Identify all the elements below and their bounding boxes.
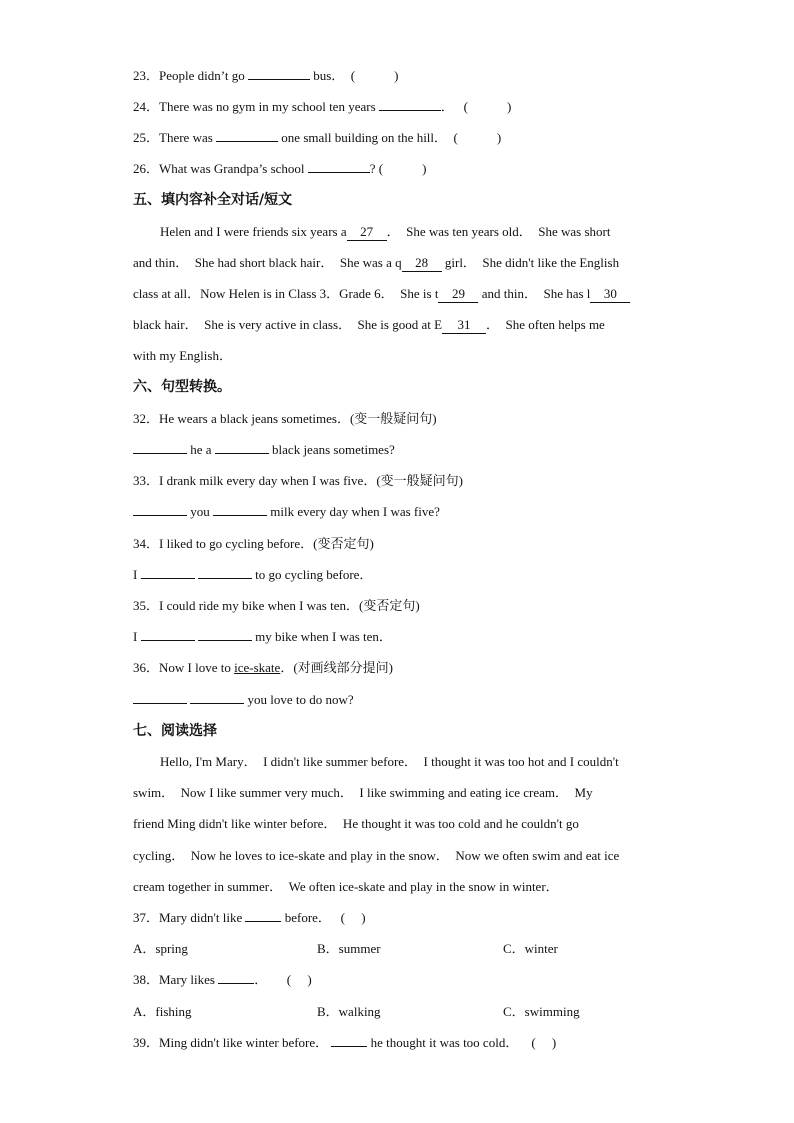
answer-blank[interactable] — [216, 127, 278, 142]
section-6-heading: 六、句型转换。 — [133, 379, 231, 395]
passage-5-line-2: and thin． She had short black hair． She was a q 28 girl． She didn't like the English — [133, 255, 620, 270]
blank-30[interactable]: 30 — [590, 286, 630, 303]
question-34: 34．I liked to go cycling before．(变否定句) — [133, 536, 374, 551]
answer-paren[interactable]: ( ) — [378, 161, 427, 176]
answer-blank[interactable] — [213, 501, 267, 516]
section-5-heading: 五、填内容补全对话/短文 — [133, 192, 293, 208]
answer-blank[interactable] — [215, 439, 269, 454]
answer-blank[interactable] — [133, 439, 187, 454]
question-26: 26．What was Grandpa’s school ? ( ) — [133, 158, 674, 180]
option-b[interactable]: B．walking — [317, 1004, 381, 1019]
answer-blank[interactable] — [331, 1032, 367, 1047]
blank-27[interactable]: 27 — [347, 224, 387, 241]
question-38-options — [133, 1001, 674, 1023]
question-37: 37．Mary didn't like before． ( ) — [133, 907, 674, 929]
option-a[interactable]: A．spring — [133, 941, 188, 956]
answer-paren[interactable]: ( ) — [350, 68, 399, 83]
answer-paren[interactable]: ( ) — [463, 99, 512, 114]
passage-5-line-5: with my English． — [133, 348, 232, 363]
blank-29[interactable]: 29 — [438, 286, 478, 303]
blank-28[interactable]: 28 — [402, 255, 442, 272]
question-33-answer: you milk every day when I was five? — [133, 501, 674, 523]
option-c[interactable]: C．winter — [503, 941, 558, 956]
question-35-answer: I my bike when I was ten． — [133, 626, 674, 648]
answer-blank[interactable] — [141, 564, 195, 579]
question-25: 25．There was one small building on the hill． ( ) — [133, 127, 674, 149]
answer-paren[interactable]: ( ) — [531, 1035, 557, 1050]
question-38: 38．Mary likes ． ( ) — [133, 969, 674, 991]
question-number: 23． — [133, 68, 160, 83]
answer-blank[interactable] — [308, 158, 370, 173]
blank-31[interactable]: 31 — [442, 317, 486, 334]
answer-blank[interactable] — [248, 65, 310, 80]
question-36: 36．Now I love to ice-skate．(对画线部分提问) — [133, 660, 393, 675]
answer-paren[interactable]: ( ) — [286, 972, 312, 987]
answer-blank[interactable] — [198, 626, 252, 641]
option-b[interactable]: B．summer — [317, 941, 381, 956]
question-35: 35．I could ride my bike when I was ten．(变否定句) — [133, 598, 420, 613]
answer-blank[interactable] — [141, 626, 195, 641]
passage-7-line-3: friend Ming didn't like winter before． He thought it was too cold and he couldn't go — [133, 816, 579, 831]
option-a[interactable]: A．fishing — [133, 1004, 192, 1019]
answer-blank[interactable] — [190, 689, 244, 704]
question-33: 33．I drank milk every day when I was five．(变一般疑问句) — [133, 473, 463, 488]
question-24: 24．There was no gym in my school ten years ． ( ) — [133, 96, 674, 118]
passage-7-line-4: cycling． Now he loves to ice-skate and play in the snow． Now we often swim and eat ice — [133, 848, 620, 863]
underlined-phrase: ice-skate — [234, 660, 281, 675]
answer-blank[interactable] — [133, 689, 187, 704]
passage-7-line-5: cream together in summer． We often ice-skate and play in the snow in winter． — [133, 879, 559, 894]
question-23: 23．People didn’t go bus． ( ) — [133, 65, 674, 87]
answer-paren[interactable]: ( ) — [340, 910, 366, 925]
question-32-answer: he a black jeans sometimes? — [133, 439, 674, 461]
passage-7-line-2: swim． Now I like summer very much． I like swimming and eating ice cream． My — [133, 785, 593, 800]
question-37-options — [133, 938, 674, 960]
option-c[interactable]: C．swimming — [503, 1004, 580, 1019]
section-7-heading: 七、阅读选择 — [133, 723, 217, 739]
answer-paren[interactable]: ( ) — [453, 130, 502, 145]
answer-blank[interactable] — [198, 564, 252, 579]
question-36-answer: you love to do now? — [133, 689, 674, 711]
question-32: 32．He wears a black jeans sometimes．(变一般疑问句) — [133, 411, 437, 426]
answer-blank[interactable] — [245, 907, 281, 922]
passage-5-line-1: Helen and I were friends six years a 27 ． She was ten years old． She was short — [160, 224, 611, 239]
answer-blank[interactable] — [133, 501, 187, 516]
passage-5-line-4: black hair． She is very active in class． She is good at E 31 ． She often helps me — [133, 317, 605, 332]
answer-blank[interactable] — [218, 969, 254, 984]
answer-blank[interactable] — [379, 96, 441, 111]
passage-7-line-1: Hello, I'm Mary． I didn't like summer before． I thought it was too hot and I couldn't — [160, 754, 619, 769]
passage-5-line-3: class at all．Now Helen is in Class 3．Grade 6． She is t 29 and thin． She has l 30 — [133, 283, 674, 305]
question-39: 39．Ming didn't like winter before． he thought it was too cold． ( ) — [133, 1032, 674, 1054]
question-34-answer: I to go cycling before． — [133, 564, 674, 586]
